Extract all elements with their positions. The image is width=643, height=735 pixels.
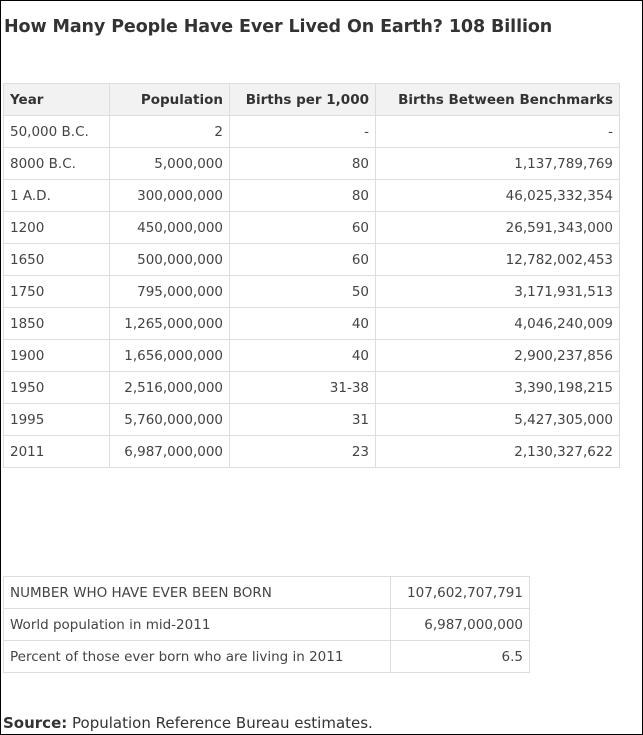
cell-births-per-1000: 80: [230, 180, 376, 212]
cell-births-between-benchmarks: 4,046,240,009: [376, 308, 620, 340]
cell-births-per-1000: 31: [230, 404, 376, 436]
cell-births-per-1000: 60: [230, 212, 376, 244]
table-row: [4, 180, 620, 212]
cell-population: 5,760,000,000: [110, 404, 230, 436]
cell-year: 2011: [4, 436, 110, 468]
table-row: [4, 308, 620, 340]
cell-births-between-benchmarks: 46,025,332,354: [376, 180, 620, 212]
table-row: [4, 372, 620, 404]
summary-value: 6.5: [391, 641, 530, 673]
table-row: [4, 212, 620, 244]
cell-year: 1650: [4, 244, 110, 276]
cell-births-per-1000: -: [230, 116, 376, 148]
cell-births-per-1000: 31-38: [230, 372, 376, 404]
cell-births-between-benchmarks: 3,171,931,513: [376, 276, 620, 308]
cell-births-per-1000: 80: [230, 148, 376, 180]
cell-population: 1,265,000,000: [110, 308, 230, 340]
cell-population: 2,516,000,000: [110, 372, 230, 404]
table-row: [4, 404, 620, 436]
cell-births-between-benchmarks: 3,390,198,215: [376, 372, 620, 404]
table-row: [4, 340, 620, 372]
cell-births-per-1000: 50: [230, 276, 376, 308]
cell-year: 1850: [4, 308, 110, 340]
cell-births-between-benchmarks: -: [376, 116, 620, 148]
cell-year: 8000 B.C.: [4, 148, 110, 180]
table-row: [4, 148, 620, 180]
cell-year: 1 A.D.: [4, 180, 110, 212]
source-text: Population Reference Bureau estimates.: [72, 714, 373, 732]
cell-births-per-1000: 23: [230, 436, 376, 468]
summary-label: World population in mid-2011: [4, 609, 391, 641]
column-header-births-per-1000: Births per 1,000: [230, 84, 376, 116]
cell-births-between-benchmarks: 2,900,237,856: [376, 340, 620, 372]
cell-year: 1750: [4, 276, 110, 308]
population-table-body: [4, 116, 620, 468]
summary-value: 6,987,000,000: [391, 609, 530, 641]
summary-row: [4, 577, 530, 609]
page-title: How Many People Have Ever Lived On Earth? 108 Billion: [4, 17, 553, 37]
summary-table: [3, 576, 530, 673]
cell-population: 1,656,000,000: [110, 340, 230, 372]
cell-population: 5,000,000: [110, 148, 230, 180]
table-row: [4, 276, 620, 308]
cell-births-between-benchmarks: 1,137,789,769: [376, 148, 620, 180]
table-row: [4, 244, 620, 276]
cell-births-per-1000: 60: [230, 244, 376, 276]
cell-births-between-benchmarks: 12,782,002,453: [376, 244, 620, 276]
cell-population: 6,987,000,000: [110, 436, 230, 468]
cell-year: 1900: [4, 340, 110, 372]
table-row: [4, 436, 620, 468]
column-header-year: Year: [4, 84, 110, 116]
cell-population: 500,000,000: [110, 244, 230, 276]
column-header-population: Population: [110, 84, 230, 116]
cell-population: 795,000,000: [110, 276, 230, 308]
summary-row: [4, 609, 530, 641]
table-header-row: [4, 84, 620, 116]
cell-population: 2: [110, 116, 230, 148]
column-header-births-between-benchmarks: Births Between Benchmarks: [376, 84, 620, 116]
source-note: [3, 714, 373, 732]
summary-label: NUMBER WHO HAVE EVER BEEN BORN: [4, 577, 391, 609]
cell-births-between-benchmarks: 2,130,327,622: [376, 436, 620, 468]
cell-year: 1995: [4, 404, 110, 436]
cell-births-between-benchmarks: 26,591,343,000: [376, 212, 620, 244]
summary-row: [4, 641, 530, 673]
cell-year: 1950: [4, 372, 110, 404]
cell-births-per-1000: 40: [230, 308, 376, 340]
cell-births-per-1000: 40: [230, 340, 376, 372]
summary-value: 107,602,707,791: [391, 577, 530, 609]
source-label: Source:: [3, 714, 68, 732]
cell-year: 50,000 B.C.: [4, 116, 110, 148]
cell-population: 450,000,000: [110, 212, 230, 244]
table-row: [4, 116, 620, 148]
cell-births-between-benchmarks: 5,427,305,000: [376, 404, 620, 436]
summary-label: Percent of those ever born who are living in 2011: [4, 641, 391, 673]
population-table: [3, 83, 620, 468]
cell-year: 1200: [4, 212, 110, 244]
cell-population: 300,000,000: [110, 180, 230, 212]
summary-table-body: [4, 577, 530, 673]
